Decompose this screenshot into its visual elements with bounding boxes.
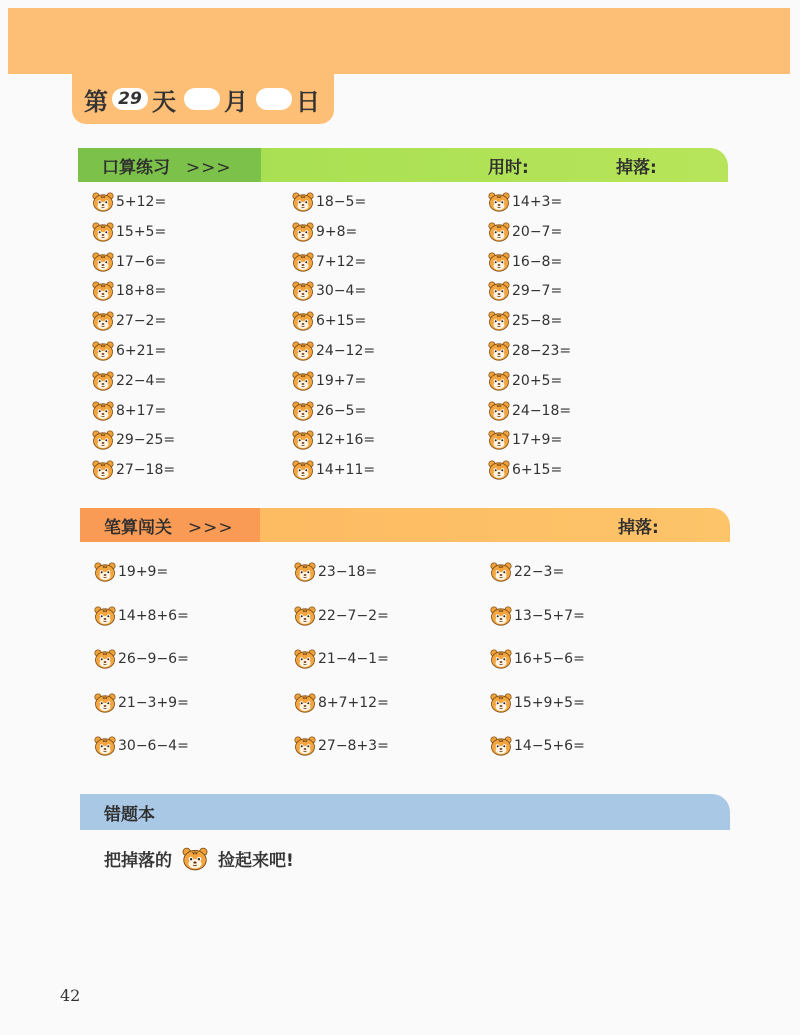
tiger-face-icon bbox=[294, 693, 316, 713]
written-problem[interactable] bbox=[94, 736, 189, 756]
oral-problem[interactable] bbox=[292, 430, 375, 450]
written-problem[interactable] bbox=[294, 649, 389, 669]
tiger-face-icon bbox=[292, 192, 314, 212]
oral-problem[interactable] bbox=[292, 281, 366, 301]
tiger-face-icon bbox=[488, 341, 510, 361]
month-label: 月 bbox=[224, 87, 248, 116]
tiger-face-icon bbox=[294, 606, 316, 626]
oral-problem[interactable] bbox=[488, 371, 562, 391]
oral-arrows: >>> bbox=[185, 157, 232, 178]
oral-problem-text: 7+12= bbox=[316, 253, 367, 270]
date-header bbox=[72, 74, 334, 124]
written-problem-text: 14−5+6= bbox=[514, 738, 585, 754]
oral-problem-text: 19+7= bbox=[316, 372, 367, 389]
oral-problem-text: 28−23= bbox=[512, 343, 572, 359]
tiger-face-icon bbox=[92, 311, 114, 331]
tiger-face-icon bbox=[294, 649, 316, 669]
oral-problem-text: 24−18= bbox=[512, 402, 572, 419]
oral-problem[interactable] bbox=[488, 460, 562, 480]
tiger-face-icon bbox=[292, 311, 314, 331]
tiger-face-icon bbox=[488, 430, 510, 450]
tiger-face-icon bbox=[292, 222, 314, 242]
written-problem[interactable] bbox=[294, 562, 377, 582]
oral-section-title-group bbox=[102, 153, 232, 178]
written-problem-text: 13−5+7= bbox=[514, 607, 585, 624]
tiger-face-icon bbox=[294, 562, 316, 582]
oral-problem[interactable] bbox=[92, 192, 166, 212]
tiger-face-icon bbox=[490, 649, 512, 669]
written-problem-text: 21−4−1= bbox=[318, 651, 389, 667]
oral-problem[interactable] bbox=[92, 401, 166, 421]
written-problem-text: 15+9+5= bbox=[514, 694, 585, 711]
tiger-face-icon bbox=[182, 847, 208, 871]
oral-problem-text: 6+21= bbox=[116, 343, 167, 359]
oral-problem-text: 6+15= bbox=[316, 313, 367, 330]
tiger-face-icon bbox=[490, 736, 512, 756]
date-label: 日 bbox=[296, 87, 320, 116]
oral-problem-text: 15+5= bbox=[116, 223, 167, 240]
tiger-face-icon bbox=[92, 192, 114, 212]
oral-problem[interactable] bbox=[488, 281, 562, 301]
written-problem[interactable] bbox=[294, 736, 389, 756]
written-problem-text: 30−6−4= bbox=[118, 738, 189, 754]
oral-problem[interactable] bbox=[488, 311, 562, 331]
oral-problem[interactable] bbox=[292, 252, 366, 272]
tiger-face-icon bbox=[94, 649, 116, 669]
day-number: 29 bbox=[112, 88, 148, 110]
oral-section-title: 口算练习 bbox=[102, 157, 170, 178]
tiger-face-icon bbox=[488, 371, 510, 391]
oral-problem[interactable] bbox=[92, 430, 175, 450]
written-problem[interactable] bbox=[490, 562, 564, 582]
tiger-face-icon bbox=[92, 222, 114, 242]
written-section-header bbox=[80, 508, 730, 542]
written-problem-text: 19+9= bbox=[118, 564, 169, 580]
oral-problem-text: 27−2= bbox=[116, 313, 167, 330]
time-label: 用时: bbox=[488, 157, 529, 178]
written-problem-text: 27−8+3= bbox=[318, 738, 389, 754]
oral-problem[interactable] bbox=[92, 311, 166, 331]
written-arrows: >>> bbox=[187, 517, 234, 538]
oral-problem-text: 18+8= bbox=[116, 283, 167, 300]
tiger-face-icon bbox=[92, 430, 114, 450]
oral-problem-text: 17+9= bbox=[512, 432, 563, 449]
oral-problem-text: 8+17= bbox=[116, 402, 167, 419]
tiger-face-icon bbox=[92, 460, 114, 480]
day-prefix: 第 bbox=[84, 87, 108, 116]
oral-problem-text: 25−8= bbox=[512, 313, 563, 330]
tiger-face-icon bbox=[94, 606, 116, 626]
mistakes-section-header bbox=[80, 794, 730, 830]
written-problem[interactable] bbox=[490, 606, 585, 626]
oral-drop-label: 掉落: bbox=[616, 157, 657, 178]
oral-problem[interactable] bbox=[292, 192, 366, 212]
oral-problem-text: 5+12= bbox=[116, 194, 167, 210]
tiger-face-icon bbox=[292, 281, 314, 301]
oral-problem[interactable] bbox=[92, 371, 166, 391]
oral-problem[interactable] bbox=[488, 430, 562, 450]
oral-problem[interactable] bbox=[92, 341, 166, 361]
tiger-face-icon bbox=[488, 252, 510, 272]
written-problem-text: 22−3= bbox=[514, 564, 565, 580]
written-problem[interactable] bbox=[490, 649, 585, 669]
oral-section-header bbox=[78, 148, 728, 182]
day-suffix: 天 bbox=[152, 87, 176, 116]
oral-problem[interactable] bbox=[92, 252, 166, 272]
oral-problem-text: 24−12= bbox=[316, 343, 376, 359]
written-problem[interactable] bbox=[94, 693, 189, 713]
written-section-title-group bbox=[104, 513, 234, 538]
oral-problem-text: 26−5= bbox=[316, 402, 367, 419]
oral-problem-text: 12+16= bbox=[316, 432, 376, 449]
oral-problem[interactable] bbox=[292, 222, 357, 242]
oral-problem[interactable] bbox=[92, 222, 166, 242]
written-drop-label: 掉落: bbox=[618, 517, 659, 538]
oral-problem-text: 20+5= bbox=[512, 372, 563, 389]
tiger-face-icon bbox=[292, 341, 314, 361]
written-problem-text: 8+7+12= bbox=[318, 694, 389, 711]
tiger-face-icon bbox=[92, 371, 114, 391]
tiger-face-icon bbox=[92, 341, 114, 361]
oral-problem-text: 17−6= bbox=[116, 253, 167, 270]
mistakes-instruction bbox=[104, 846, 294, 871]
oral-problem[interactable] bbox=[488, 341, 571, 361]
written-problem-text: 23−18= bbox=[318, 564, 378, 580]
tiger-face-icon bbox=[94, 736, 116, 756]
written-problem-text: 21−3+9= bbox=[118, 694, 189, 711]
oral-problem-text: 30−4= bbox=[316, 283, 367, 300]
oral-problem-text: 29−25= bbox=[116, 432, 176, 449]
oral-problem[interactable] bbox=[292, 460, 375, 480]
written-problem-text: 16+5−6= bbox=[514, 651, 585, 667]
tiger-face-icon bbox=[490, 693, 512, 713]
tiger-face-icon bbox=[292, 460, 314, 480]
tiger-face-icon bbox=[294, 736, 316, 756]
oral-problem-text: 18−5= bbox=[316, 194, 367, 210]
tiger-face-icon bbox=[488, 222, 510, 242]
tiger-face-icon bbox=[292, 401, 314, 421]
mistakes-section-title: 错题本 bbox=[104, 804, 155, 825]
tiger-face-icon bbox=[488, 460, 510, 480]
oral-problem[interactable] bbox=[488, 252, 562, 272]
written-problem-text: 14+8+6= bbox=[118, 607, 189, 624]
written-problem[interactable] bbox=[94, 649, 189, 669]
oral-problem[interactable] bbox=[488, 401, 571, 421]
oral-problem[interactable] bbox=[488, 222, 562, 242]
written-problem[interactable] bbox=[94, 606, 189, 626]
tiger-face-icon bbox=[292, 371, 314, 391]
month-blank-field[interactable] bbox=[184, 88, 220, 110]
oral-problem-text: 14+11= bbox=[316, 462, 376, 479]
tiger-face-icon bbox=[94, 562, 116, 582]
instruction-text-before: 把掉落的 bbox=[104, 851, 172, 871]
tiger-face-icon bbox=[488, 281, 510, 301]
page-number: 42 bbox=[60, 986, 81, 1005]
tiger-face-icon bbox=[92, 281, 114, 301]
oral-problem-text: 14+3= bbox=[512, 194, 563, 210]
oral-problem-text: 27−18= bbox=[116, 462, 176, 479]
top-color-band bbox=[8, 8, 790, 74]
written-problem[interactable] bbox=[294, 606, 389, 626]
oral-problem-text: 20−7= bbox=[512, 223, 563, 240]
instruction-text-after: 捡起来吧! bbox=[218, 851, 294, 871]
tiger-face-icon bbox=[488, 401, 510, 421]
written-problem[interactable] bbox=[94, 562, 168, 582]
tiger-face-icon bbox=[92, 252, 114, 272]
tiger-face-icon bbox=[490, 562, 512, 582]
written-problem[interactable] bbox=[294, 693, 389, 713]
tiger-face-icon bbox=[292, 252, 314, 272]
written-problem-text: 26−9−6= bbox=[118, 651, 189, 667]
oral-problem[interactable] bbox=[292, 341, 375, 361]
oral-problem[interactable] bbox=[292, 371, 366, 391]
oral-problem-text: 22−4= bbox=[116, 372, 167, 389]
oral-problem[interactable] bbox=[292, 401, 366, 421]
tiger-face-icon bbox=[92, 401, 114, 421]
oral-problem[interactable] bbox=[92, 460, 175, 480]
oral-problem[interactable] bbox=[488, 192, 562, 212]
tiger-face-icon bbox=[488, 311, 510, 331]
oral-problem-text: 6+15= bbox=[512, 462, 563, 479]
written-problem-text: 22−7−2= bbox=[318, 607, 389, 624]
written-section-title: 笔算闯关 bbox=[104, 517, 172, 538]
tiger-face-icon bbox=[292, 430, 314, 450]
oral-problem[interactable] bbox=[292, 311, 366, 331]
tiger-face-icon bbox=[488, 192, 510, 212]
written-problem[interactable] bbox=[490, 693, 585, 713]
tiger-face-icon bbox=[94, 693, 116, 713]
date-blank-field[interactable] bbox=[256, 88, 292, 110]
oral-problem-text: 16−8= bbox=[512, 253, 563, 270]
oral-problem-text: 29−7= bbox=[512, 283, 563, 300]
tiger-face-icon bbox=[490, 606, 512, 626]
written-problem[interactable] bbox=[490, 736, 585, 756]
oral-problem-text: 9+8= bbox=[316, 223, 358, 240]
oral-problem[interactable] bbox=[92, 281, 166, 301]
